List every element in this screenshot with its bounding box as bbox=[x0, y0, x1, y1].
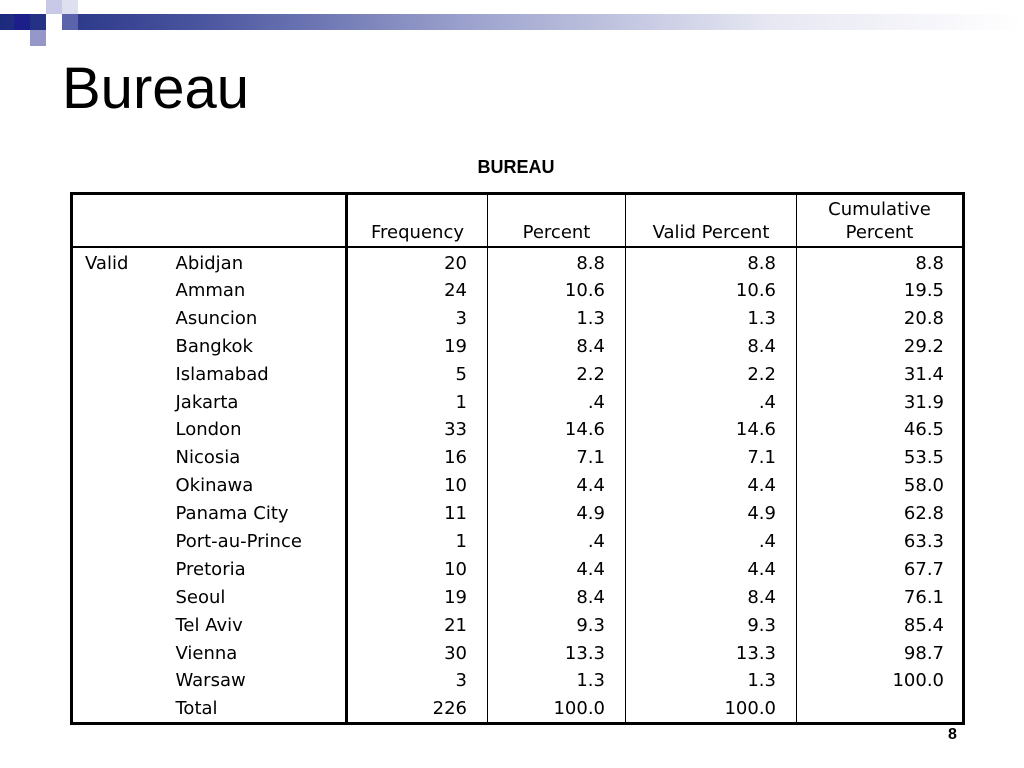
row-label: Amman bbox=[175, 279, 246, 301]
row-valid-percent: 2.2 bbox=[626, 360, 797, 388]
row-valid-percent: 4.4 bbox=[626, 555, 797, 583]
table-row bbox=[72, 639, 964, 667]
decor-square bbox=[30, 0, 46, 14]
row-frequency: 33 bbox=[347, 416, 488, 444]
header-cumulative-percent bbox=[797, 194, 964, 247]
row-valid-percent: 4.4 bbox=[626, 472, 797, 500]
row-percent: 13.3 bbox=[488, 639, 626, 667]
row-label: Islamabad bbox=[175, 363, 269, 385]
table-row bbox=[72, 667, 964, 695]
row-percent: 8.4 bbox=[488, 332, 626, 360]
table-row bbox=[72, 500, 964, 528]
row-cumulative-percent: 20.8 bbox=[797, 304, 964, 332]
row-valid-percent: .4 bbox=[626, 388, 797, 416]
table-row bbox=[72, 277, 964, 305]
row-group-label bbox=[72, 388, 170, 416]
row-valid-percent: 8.4 bbox=[626, 332, 797, 360]
row-label: Seoul bbox=[175, 586, 226, 608]
header-cumulative-line1: Cumulative bbox=[828, 198, 931, 220]
row-cumulative-percent: 100.0 bbox=[797, 667, 964, 695]
table-header-row bbox=[72, 194, 964, 247]
row-group-label bbox=[72, 667, 170, 695]
row-percent: 8.4 bbox=[488, 583, 626, 611]
row-cumulative-percent: 76.1 bbox=[797, 583, 964, 611]
row-percent: .4 bbox=[488, 528, 626, 556]
table-row bbox=[72, 332, 964, 360]
row-group-label bbox=[72, 500, 170, 528]
row-label: Total bbox=[175, 697, 218, 719]
table-row bbox=[72, 304, 964, 332]
table-row bbox=[72, 360, 964, 388]
row-percent: 1.3 bbox=[488, 304, 626, 332]
header-blank bbox=[72, 194, 170, 247]
row-cumulative-percent: 62.8 bbox=[797, 500, 964, 528]
row-valid-percent: 8.8 bbox=[626, 247, 797, 277]
row-valid-percent: 100.0 bbox=[626, 695, 797, 724]
table-row bbox=[72, 583, 964, 611]
header-valid-percent: Valid Percent bbox=[626, 194, 797, 247]
row-valid-percent: 7.1 bbox=[626, 444, 797, 472]
row-frequency: 3 bbox=[347, 304, 488, 332]
header-cumulative-line2: Percent bbox=[845, 221, 914, 243]
row-frequency: 3 bbox=[347, 667, 488, 695]
row-group-label bbox=[72, 360, 170, 388]
page-number: 8 bbox=[948, 726, 957, 743]
row-valid-percent: 4.9 bbox=[626, 500, 797, 528]
table-row bbox=[72, 388, 964, 416]
row-valid-percent: .4 bbox=[626, 528, 797, 556]
row-cumulative-percent: 19.5 bbox=[797, 277, 964, 305]
decor-square bbox=[30, 30, 46, 46]
row-group-label bbox=[72, 416, 170, 444]
row-valid-percent: 13.3 bbox=[626, 639, 797, 667]
row-cumulative-percent: 67.7 bbox=[797, 555, 964, 583]
row-percent: 10.6 bbox=[488, 277, 626, 305]
decor-square bbox=[46, 14, 62, 30]
row-label: Bangkok bbox=[175, 335, 253, 357]
row-group-label bbox=[72, 639, 170, 667]
row-group-label bbox=[72, 611, 170, 639]
row-frequency: 20 bbox=[347, 247, 488, 277]
row-frequency: 10 bbox=[347, 472, 488, 500]
header-blank bbox=[170, 194, 347, 247]
row-label: Panama City bbox=[175, 503, 289, 525]
row-label: Asuncion bbox=[175, 307, 258, 329]
row-cumulative-percent: 31.9 bbox=[797, 388, 964, 416]
row-percent: 1.3 bbox=[488, 667, 626, 695]
row-cumulative-percent: 46.5 bbox=[797, 416, 964, 444]
row-group-label bbox=[72, 332, 170, 360]
row-cumulative-percent bbox=[797, 695, 964, 724]
row-frequency: 11 bbox=[347, 500, 488, 528]
row-label: Okinawa bbox=[175, 475, 254, 497]
row-frequency: 19 bbox=[347, 583, 488, 611]
row-frequency: 1 bbox=[347, 528, 488, 556]
row-label: Pretoria bbox=[175, 558, 246, 580]
row-cumulative-percent: 98.7 bbox=[797, 639, 964, 667]
row-group-label bbox=[72, 528, 170, 556]
row-percent: 2.2 bbox=[488, 360, 626, 388]
decor-square bbox=[62, 0, 78, 14]
row-frequency: 5 bbox=[347, 360, 488, 388]
table-row bbox=[72, 611, 964, 639]
row-percent: .4 bbox=[488, 388, 626, 416]
row-label: London bbox=[175, 419, 242, 441]
row-group-label bbox=[72, 472, 170, 500]
row-frequency: 1 bbox=[347, 388, 488, 416]
table-row bbox=[72, 416, 964, 444]
row-label: Abidjan bbox=[175, 252, 244, 274]
table-row bbox=[72, 444, 964, 472]
row-label: Warsaw bbox=[175, 670, 246, 692]
row-frequency: 24 bbox=[347, 277, 488, 305]
row-frequency: 16 bbox=[347, 444, 488, 472]
row-frequency: 30 bbox=[347, 639, 488, 667]
row-group-label bbox=[72, 583, 170, 611]
table-row bbox=[72, 472, 964, 500]
row-label: Nicosia bbox=[175, 447, 241, 469]
row-valid-percent: 1.3 bbox=[626, 667, 797, 695]
row-valid-percent: 10.6 bbox=[626, 277, 797, 305]
row-valid-percent: 9.3 bbox=[626, 611, 797, 639]
table-row bbox=[72, 247, 964, 277]
row-frequency: 19 bbox=[347, 332, 488, 360]
row-cumulative-percent: 63.3 bbox=[797, 528, 964, 556]
row-valid-percent: 14.6 bbox=[626, 416, 797, 444]
row-label: Port-au-Prince bbox=[175, 530, 302, 552]
row-percent: 9.3 bbox=[488, 611, 626, 639]
row-valid-percent: 8.4 bbox=[626, 583, 797, 611]
row-group-label: Valid bbox=[85, 252, 129, 274]
row-valid-percent: 1.3 bbox=[626, 304, 797, 332]
decor-square bbox=[62, 14, 78, 30]
table-row bbox=[72, 695, 964, 724]
row-percent: 8.8 bbox=[488, 247, 626, 277]
row-label: Vienna bbox=[175, 642, 238, 664]
header-percent: Percent bbox=[488, 194, 626, 247]
row-cumulative-percent: 8.8 bbox=[797, 247, 964, 277]
row-frequency: 21 bbox=[347, 611, 488, 639]
row-label: Jakarta bbox=[175, 391, 239, 413]
header-band bbox=[0, 14, 1024, 30]
slide-title: Bureau bbox=[62, 56, 250, 121]
row-group-label bbox=[72, 304, 170, 332]
header-frequency: Frequency bbox=[347, 194, 488, 247]
row-cumulative-percent: 85.4 bbox=[797, 611, 964, 639]
row-frequency: 226 bbox=[347, 695, 488, 724]
table-row bbox=[72, 528, 964, 556]
decor-square bbox=[14, 14, 30, 30]
table-row bbox=[72, 555, 964, 583]
row-group-label bbox=[72, 444, 170, 472]
row-percent: 4.4 bbox=[488, 472, 626, 500]
row-group-label bbox=[72, 277, 170, 305]
table-title: BUREAU bbox=[477, 157, 555, 177]
row-cumulative-percent: 31.4 bbox=[797, 360, 964, 388]
row-percent: 4.4 bbox=[488, 555, 626, 583]
row-group-label bbox=[72, 555, 170, 583]
row-group-label bbox=[72, 695, 170, 724]
frequency-table bbox=[70, 192, 965, 725]
row-cumulative-percent: 53.5 bbox=[797, 444, 964, 472]
row-percent: 7.1 bbox=[488, 444, 626, 472]
row-cumulative-percent: 29.2 bbox=[797, 332, 964, 360]
row-cumulative-percent: 58.0 bbox=[797, 472, 964, 500]
row-percent: 14.6 bbox=[488, 416, 626, 444]
decor-square bbox=[46, 0, 62, 14]
row-frequency: 10 bbox=[347, 555, 488, 583]
row-percent: 100.0 bbox=[488, 695, 626, 724]
row-percent: 4.9 bbox=[488, 500, 626, 528]
row-label: Tel Aviv bbox=[175, 614, 243, 636]
